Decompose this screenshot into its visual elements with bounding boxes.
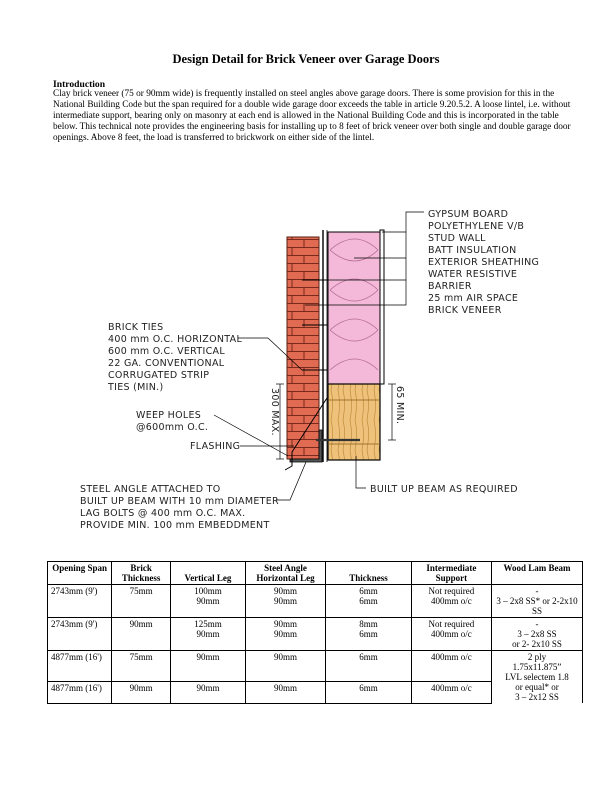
col-wood-lam-beam: Wood Lam Beam bbox=[492, 562, 583, 585]
table-row: 4877mm (16') 90mm 90mm 90mm 6mm 400mm o/c bbox=[48, 681, 583, 703]
steel-angle-label bbox=[80, 484, 279, 531]
svg-text:WEEP HOLES: WEEP HOLES bbox=[136, 410, 202, 421]
intro-heading: Introduction bbox=[53, 79, 106, 90]
beam-leader bbox=[356, 456, 366, 488]
intro-paragraph: Clay brick veneer (75 or 90mm wide) is frequently installed on steel angles above garage doors. There is some provision for this in the National Building Code but the span required for a double wide garage door exceeds the table in article 9.20.5.2. A loose lintel, i.e. without intermediate support, bearing only on masonry at each end is allowed in the National Building Code and this is incorporated in the table below. This technical note provides the engineering basis for installing up to 8 feet of brick veneer over both single and double garage door openings. Above 8 feet, the load is transferred to brickwork on either side of the lintel. bbox=[53, 89, 571, 143]
col-intermediate-support: Intermediate Support bbox=[411, 562, 491, 585]
table-row: 4877mm (16') 75mm 90mm 90mm 6mm 400mm o/c 2 ply 1.75x11.875” LVL selectem 1.8 or equal* or 3 – 2x12 SS bbox=[48, 651, 583, 682]
layer-label: WATER RESISTIVE bbox=[428, 269, 518, 280]
spec-table bbox=[47, 561, 583, 704]
table-row: 2743mm (9') 75mm 100mm 90mm 90mm 90mm 6mm 6mm Not required 400mm o/c - 3 – 2x8 SS* or 2-2x10 SS bbox=[48, 585, 583, 618]
col-vertical-leg: Vertical Leg bbox=[171, 562, 246, 585]
flashing-label: FLASHING bbox=[190, 441, 241, 452]
layer-label: BRICK VENEER bbox=[428, 305, 502, 316]
built-up-beam bbox=[328, 384, 380, 460]
brick-ties-label bbox=[107, 322, 242, 393]
svg-text:STEEL ANGLE ATTACHED TO: STEEL ANGLE ATTACHED TO bbox=[80, 484, 221, 495]
col-horizontal-leg bbox=[245, 562, 325, 585]
col-opening-span: Opening Span bbox=[48, 562, 112, 585]
wall-section-drawing bbox=[0, 180, 612, 540]
steel-angle-header: Steel Angle bbox=[264, 563, 307, 573]
layer-label: EXTERIOR SHEATHING bbox=[428, 257, 540, 268]
layer-labels bbox=[428, 209, 539, 316]
svg-text:TIES (MIN.): TIES (MIN.) bbox=[108, 382, 164, 393]
page-title: Design Detail for Brick Veneer over Garage Doors bbox=[172, 52, 440, 66]
svg-text:BUILT UP BEAM WITH 10 mm DIAME: BUILT UP BEAM WITH 10 mm DIAMETER bbox=[80, 496, 279, 507]
layer-label: BATT INSULATION bbox=[428, 245, 517, 256]
col-thickness: Thickness bbox=[326, 562, 412, 585]
table-row: 2743mm (9') 90mm 125mm 90mm 90mm 90mm 8mm 6mm Not required 400mm o/c - 3 – 2x8 SS or 2- 2x10 SS bbox=[48, 618, 583, 651]
svg-text:22 GA. CONVENTIONAL: 22 GA. CONVENTIONAL bbox=[108, 358, 225, 369]
col-brick-thickness: Brick Thickness bbox=[112, 562, 171, 585]
weep-holes-label bbox=[136, 410, 208, 433]
layer-label: 25 mm AIR SPACE bbox=[428, 293, 519, 304]
horizontal-leg-header: Horizontal Leg bbox=[256, 573, 315, 583]
layer-label: GYPSUM BOARD bbox=[428, 209, 509, 220]
gypsum-board bbox=[380, 230, 384, 384]
svg-text:LAG BOLTS @ 400 mm O.C. MAX.: LAG BOLTS @ 400 mm O.C. MAX. bbox=[80, 508, 246, 519]
svg-text:PROVIDE MIN. 100 mm EMBEDDMENT: PROVIDE MIN. 100 mm EMBEDDMENT bbox=[80, 520, 270, 531]
table-header-row bbox=[48, 562, 583, 585]
brick-veneer bbox=[287, 237, 319, 459]
dim-65-label: 65 MIN. bbox=[394, 386, 405, 425]
layer-label: STUD WALL bbox=[428, 233, 486, 244]
svg-text:BRICK TIES: BRICK TIES bbox=[108, 322, 164, 333]
layer-label: BARRIER bbox=[428, 281, 472, 292]
svg-text:600 mm O.C. VERTICAL: 600 mm O.C. VERTICAL bbox=[108, 346, 225, 357]
steel-angle-leader bbox=[276, 462, 306, 500]
svg-text:@600mm O.C.: @600mm O.C. bbox=[136, 422, 209, 433]
layer-label: POLYETHYLENE V/B bbox=[428, 221, 525, 232]
beam-label: BUILT UP BEAM AS REQUIRED bbox=[370, 484, 518, 495]
svg-text:CORRUGATED STRIP: CORRUGATED STRIP bbox=[108, 370, 210, 381]
dim-300-label: 300 MAX. bbox=[269, 388, 280, 436]
svg-text:400 mm O.C. HORIZONTAL: 400 mm O.C. HORIZONTAL bbox=[108, 334, 243, 345]
